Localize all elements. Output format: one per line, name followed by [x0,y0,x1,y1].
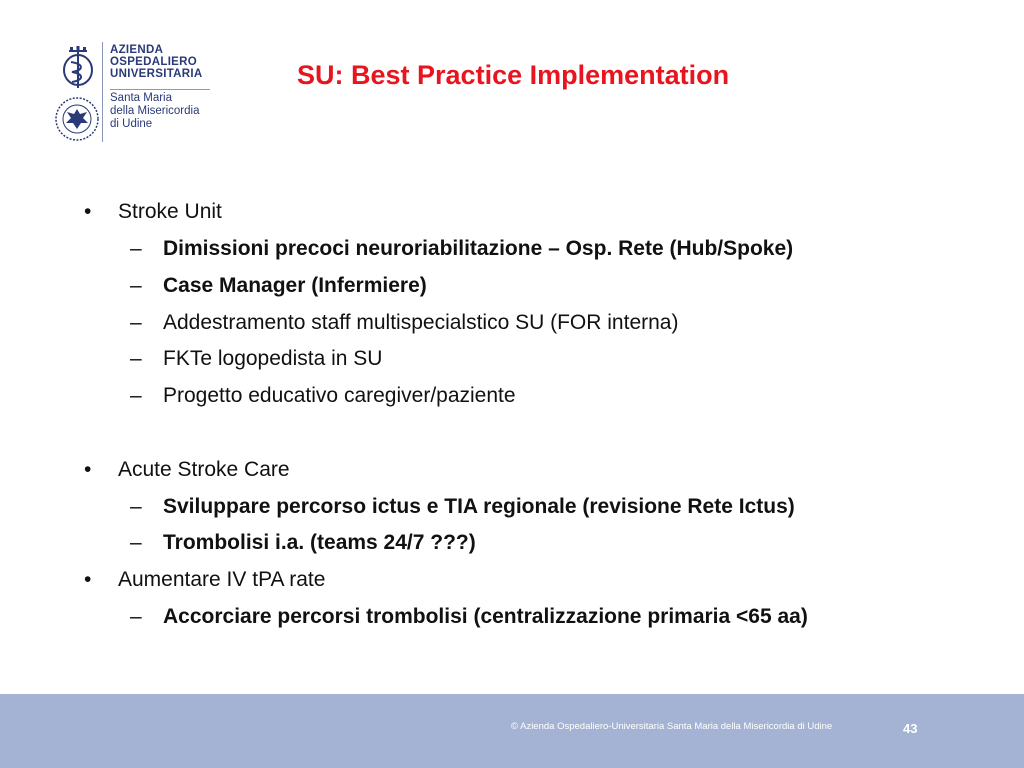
logo-line: AZIENDA [110,44,164,56]
page-number: 43 [903,721,918,736]
logo-line: OSPEDALIERO [110,56,198,68]
logo-line: di Udine [110,118,153,130]
bullet-marker: – [130,311,142,334]
bullet-marker: – [130,347,142,370]
bullet-text: Aumentare IV tPA rate [118,568,326,591]
copyright-text: © Azienda Ospedaliero-Universitaria Santa Maria della Misericordia di Udine [511,721,833,732]
slide-title: SU: Best Practice Implementation [297,60,730,90]
logo-line: UNIVERSITARIA [110,68,203,80]
bullet-marker: • [84,200,92,223]
bullet-marker: – [130,531,142,554]
logo-line: Santa Maria [110,92,173,104]
bullet-text: FKTe logopedista in SU [163,347,383,370]
bullet-marker: – [130,495,142,518]
bullet-text: Sviluppare percorso ictus e TIA regionale (revisione Rete Ictus) [163,495,795,518]
bullet-marker: • [84,568,92,591]
bullet-marker: – [130,274,142,297]
bullet-text: Acute Stroke Care [118,458,290,481]
bullet-text: Trombolisi i.a. (teams 24/7 ???) [163,531,476,554]
bullet-marker: – [130,605,142,628]
bullet-marker: – [130,384,142,407]
bullet-text: Case Manager (Infermiere) [163,274,427,297]
bullet-marker: – [130,237,142,260]
bullet-marker: • [84,458,92,481]
logo-line: della Misericordia [110,105,200,117]
bullet-text: Stroke Unit [118,200,222,223]
bullet-text: Addestramento staff multispecialstico SU (FOR interna) [163,311,679,334]
bullet-text: Dimissioni precoci neuroriabilitazione – Osp. Rete (Hub/Spoke) [163,237,794,260]
bullet-text: Accorciare percorsi trombolisi (centralizzazione primaria <65 aa) [163,605,808,628]
bullet-text: Progetto educativo caregiver/paziente [163,384,516,407]
footer-bar [0,694,1024,768]
